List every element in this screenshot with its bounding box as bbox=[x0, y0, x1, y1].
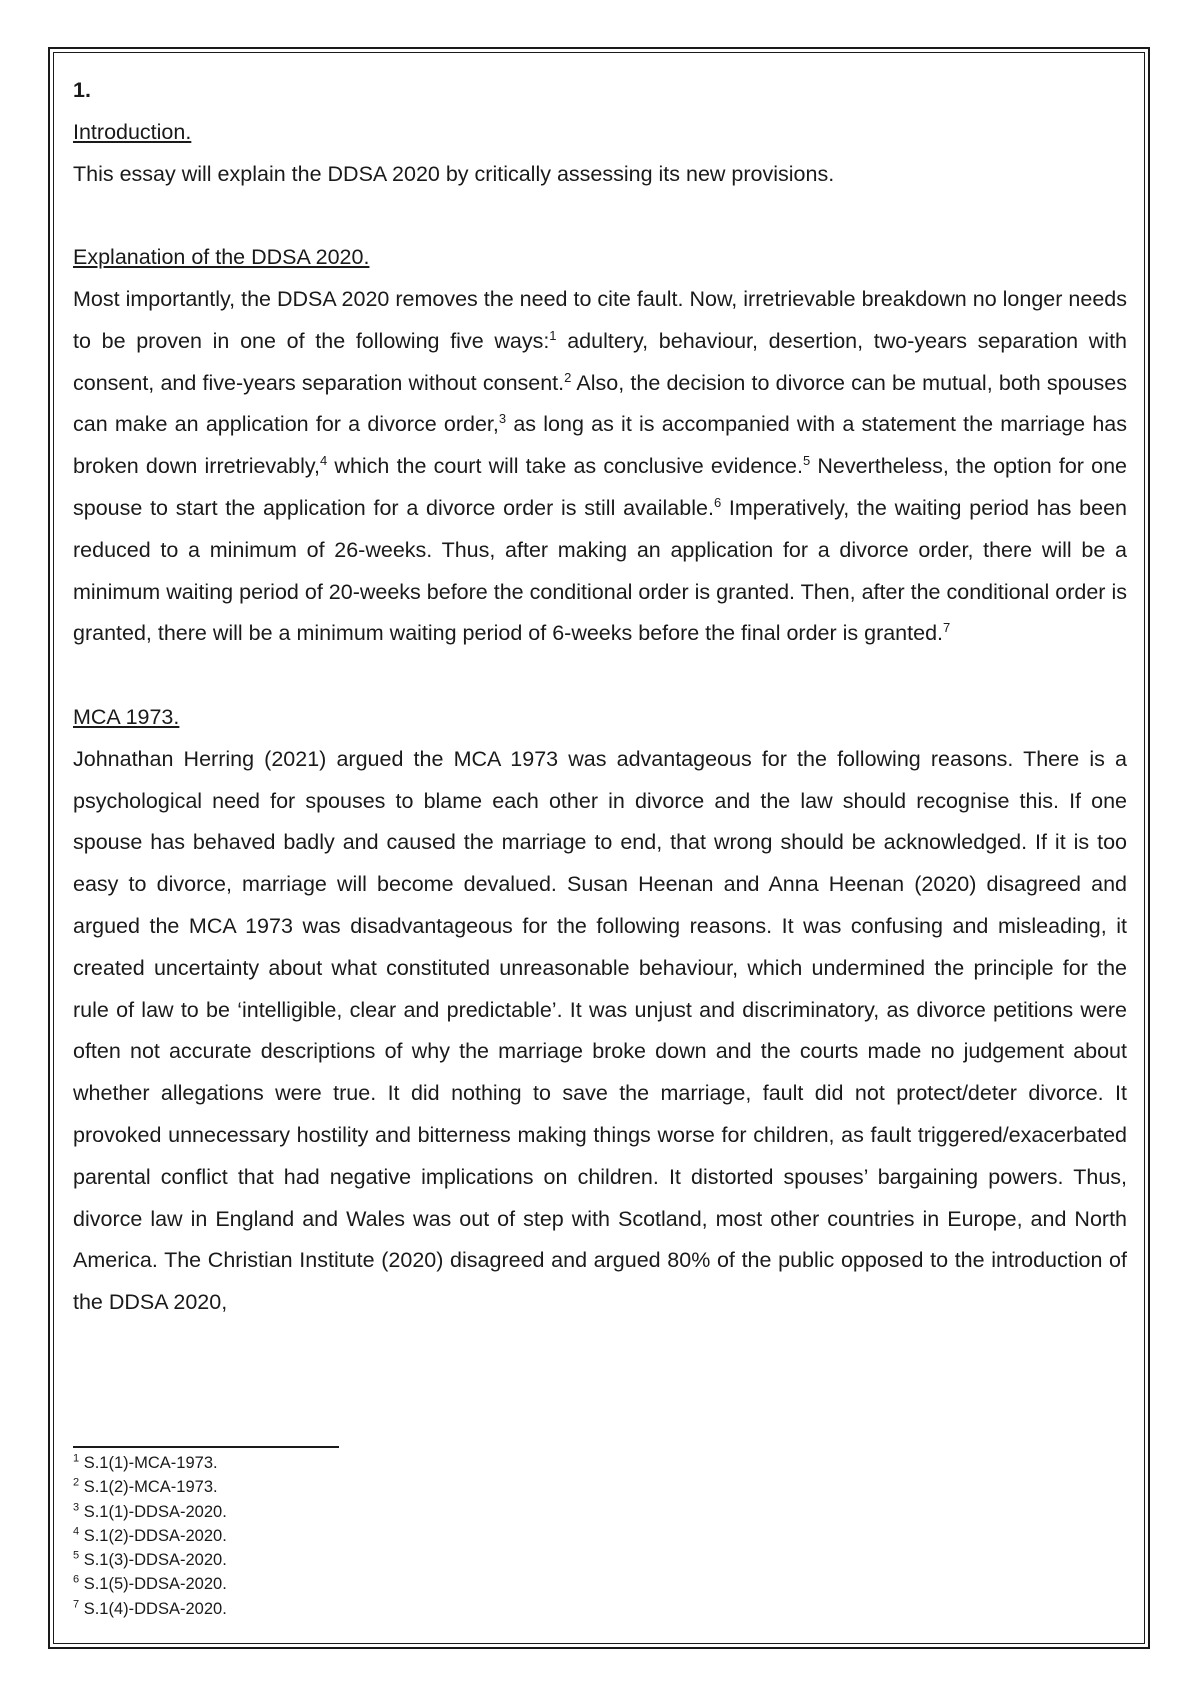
footnotes bbox=[73, 1446, 673, 1621]
explanation-text-3: Also, the decision to divorce can be mutual, both spouses can make an application for a divorce order, bbox=[73, 370, 1127, 437]
footnote-item bbox=[73, 1524, 673, 1548]
footnote-ref-3[interactable]: 3 bbox=[498, 411, 507, 427]
mca-paragraph: Johnathan Herring (2021) argued the MCA 1973 was advantageous for the following reasons. There is a psychological need for spouses to blame each other in divorce and the law should recognise this. If one spouse has behaved badly and caused the marriage to end, that wrong should be acknowledged. If it is too easy to divorce, marriage will become devalued. Susan Heenan and Anna Heenan (2020) disagreed and argued the MCA 1973 was disadvantageous for the following reasons. It was confusing and misleading, it created uncertainty about what constituted unreasonable behaviour, which undermined the principle for the rule of law to be ‘intelligible, clear and predictable’. It was unjust and discriminatory, as divorce petitions were often not accurate descriptions of why the marriage broke down and the courts made no judgement about whether allegations were true. It did nothing to save the marriage, fault did not protect/deter divorce. It provoked unnecessary hostility and bitterness making things worse for children, as fault triggered/exacerbated parental conflict that had negative implications on children. It distorted spouses’ bargaining powers. Thus, divorce law in England and Wales was out of step with Scotland, most other countries in Europe, and North America. The Christian Institute (2020) disagreed and argued 80% of the public opposed to the introduction of the DDSA 2020, bbox=[73, 746, 1127, 1315]
footnote-item bbox=[73, 1597, 673, 1621]
explanation-paragraph bbox=[73, 279, 1127, 655]
section-gap bbox=[73, 655, 1127, 697]
mca-heading: MCA 1973. bbox=[73, 704, 180, 729]
question-number: 1. bbox=[73, 78, 91, 102]
footnote-ref-4[interactable]: 4 bbox=[320, 453, 328, 469]
footnote-mark: 1 bbox=[73, 1452, 80, 1465]
explanation-text-7: Imperatively, the waiting period has been reduced to a minimum of 26-weeks. Thus, after making an application for a divorce order, there will be a minimum waiting period of 20-weeks before the conditional order is granted. Then, after the conditional order is granted, there will be a minimum waiting period of 6-weeks before the final order is granted. bbox=[73, 495, 1127, 646]
footnote-item bbox=[73, 1500, 673, 1524]
footnote-mark: 3 bbox=[73, 1501, 80, 1514]
footnote-text: S.1(2)-DDSA-2020. bbox=[83, 1526, 227, 1545]
footnote-item bbox=[73, 1475, 673, 1499]
footnote-text: S.1(5)-DDSA-2020. bbox=[83, 1575, 227, 1594]
footnote-mark: 5 bbox=[73, 1549, 80, 1562]
footnote-text: S.1(3)-DDSA-2020. bbox=[83, 1551, 227, 1570]
introduction-heading: Introduction. bbox=[73, 119, 192, 144]
footnote-item bbox=[73, 1572, 673, 1596]
footnote-ref-5[interactable]: 5 bbox=[802, 453, 811, 469]
essay-body bbox=[73, 70, 1127, 1324]
explanation-text-5: which the court will take as conclusive evidence. bbox=[327, 454, 803, 479]
section-gap bbox=[73, 195, 1127, 237]
footnote-text: S.1(1)-MCA-1973. bbox=[83, 1454, 218, 1472]
footnote-ref-6[interactable]: 6 bbox=[713, 494, 722, 510]
footnote-separator bbox=[73, 1446, 339, 1448]
footnote-mark: 2 bbox=[73, 1476, 80, 1489]
footnote-ref-7[interactable]: 7 bbox=[943, 620, 951, 636]
explanation-heading: Explanation of the DDSA 2020. bbox=[73, 245, 370, 270]
introduction-paragraph: This essay will explain the DDSA 2020 by critically assessing its new provisions. bbox=[73, 161, 835, 186]
footnote-item bbox=[73, 1451, 673, 1475]
footnote-ref-2[interactable]: 2 bbox=[564, 369, 572, 385]
footnote-text: S.1(2)-MCA-1973. bbox=[83, 1478, 218, 1497]
footnote-mark: 6 bbox=[73, 1573, 80, 1586]
explanation-text-6: Nevertheless, the option for one spouse to start the application for a divorce order is still available. bbox=[73, 454, 1128, 520]
footnote-list bbox=[73, 1451, 673, 1621]
footnote-text: S.1(4)-DDSA-2020. bbox=[83, 1599, 227, 1618]
footnote-item bbox=[73, 1548, 673, 1572]
footnote-mark: 4 bbox=[73, 1525, 80, 1538]
footnote-ref-1[interactable]: 1 bbox=[549, 327, 557, 343]
explanation-text-1: Most importantly, the DDSA 2020 removes the need to cite fault. Now, irretrievable breakdown no longer needs to be proven in one of the following five ways: bbox=[73, 286, 1127, 353]
footnote-text: S.1(1)-DDSA-2020. bbox=[83, 1502, 227, 1521]
footnote-mark: 7 bbox=[73, 1598, 80, 1611]
explanation-text-4: as long as it is accompanied with a statement the marriage has broken down irretrievably, bbox=[73, 412, 1127, 479]
explanation-text-2: adultery, behaviour, desertion, two-years separation with consent, and five-years separation without consent. bbox=[73, 328, 1128, 395]
